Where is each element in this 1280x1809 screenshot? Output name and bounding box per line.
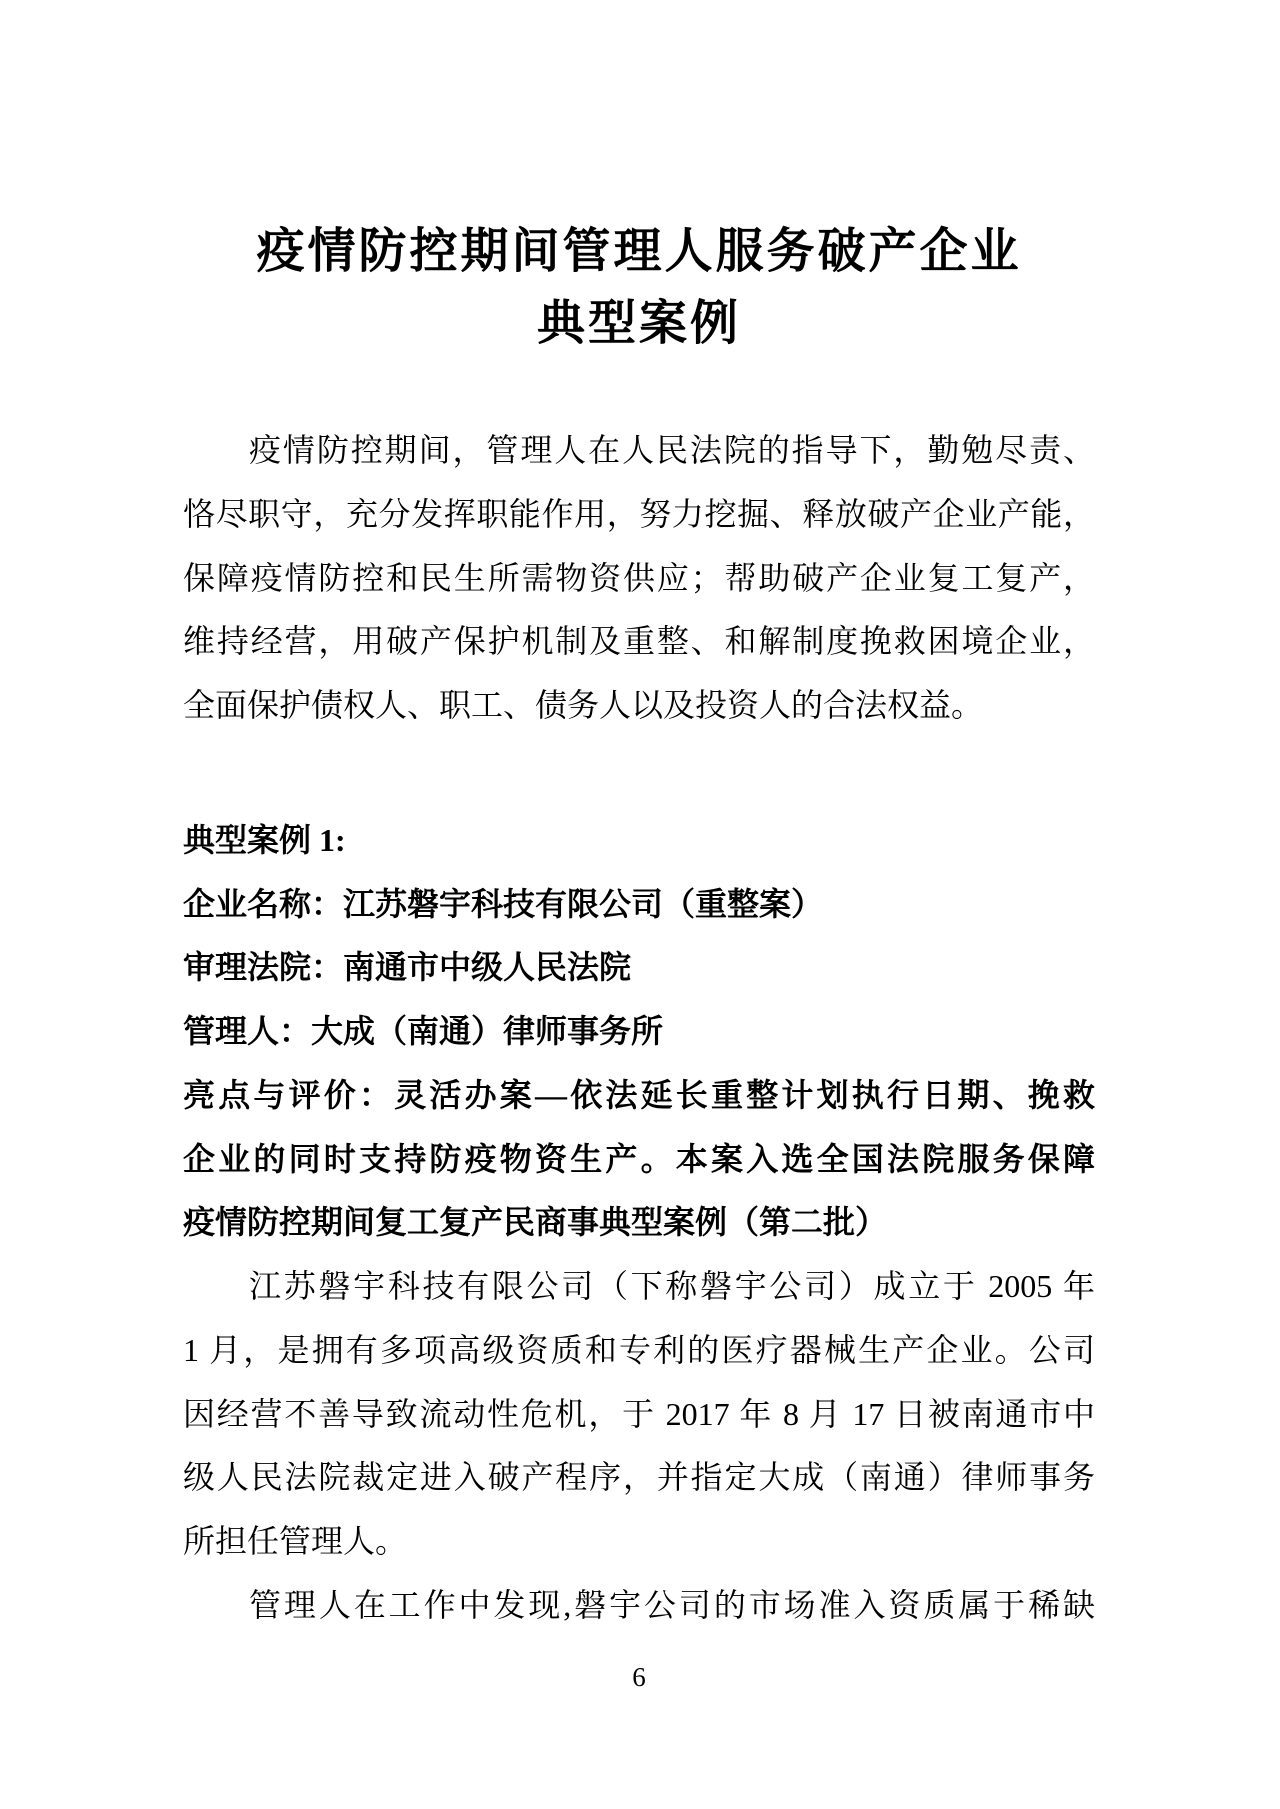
document-title <box>183 216 1095 360</box>
intro-line: 维持经营，用破产保护机制及重整、和解制度挽救困境企业， <box>183 623 1095 660</box>
case-administrator-line: 管理人：大成（南通）律师事务所 <box>183 1013 664 1049</box>
page-number: 6 <box>632 1661 646 1692</box>
intro-line: 保障疫情防控和民生所需物资供应；帮助破产企业复工复产， <box>183 559 1095 596</box>
document-title-line-2: 典型案例 <box>536 297 741 350</box>
case-court-line: 审理法院：南通市中级人民法院 <box>183 949 632 986</box>
body-paragraph-line: 江苏磐宇科技有限公司（下称磐宇公司）成立于 2005 年 <box>249 1268 1095 1304</box>
case-highlight-line: 亮点与评价：灵活办案—依法延长重整计划执行日期、挽救 <box>183 1076 1095 1113</box>
document-title-line-1: 疫情防控期间管理人服务破产企业 <box>256 225 1022 278</box>
intro-line: 恪尽职守，充分发挥职能作用，努力挖掘、释放破产企业产能， <box>183 495 1095 532</box>
body-paragraph-line: 因经营不善导致流动性危机，于 2017 年 8 月 17 日被南通市中 <box>183 1395 1095 1432</box>
case-summary <box>183 809 1095 1255</box>
case-heading: 典型案例 1: <box>183 821 346 858</box>
body-paragraph-line: 所担任管理人。 <box>183 1523 408 1559</box>
intro-line: 全面保护债权人、职工、债务人以及投资人的合法权益。 <box>183 687 984 723</box>
intro-paragraph <box>183 419 1095 738</box>
body-paragraph-line: 管理人在工作中发现,磐宇公司的市场准入资质属于稀缺 <box>249 1586 1095 1623</box>
body-paragraph-line: 1 月，是拥有多项高级资质和专利的医疗器械生产企业。公司 <box>183 1331 1095 1368</box>
case-body <box>183 1255 1095 1638</box>
case-company-line: 企业名称：江苏磐宇科技有限公司（重整案） <box>183 885 824 922</box>
intro-line: 疫情防控期间，管理人在人民法院的指导下，勤勉尽责、 <box>249 432 1095 468</box>
case-highlight-line: 企业的同时支持防疫物资生产。本案入选全国法院服务保障 <box>183 1140 1095 1177</box>
body-paragraph-line: 级人民法院裁定进入破产程序，并指定大成（南通）律师事务 <box>183 1459 1095 1496</box>
case-highlight-line: 疫情防控期间复工复产民商事典型案例（第二批） <box>183 1204 888 1241</box>
